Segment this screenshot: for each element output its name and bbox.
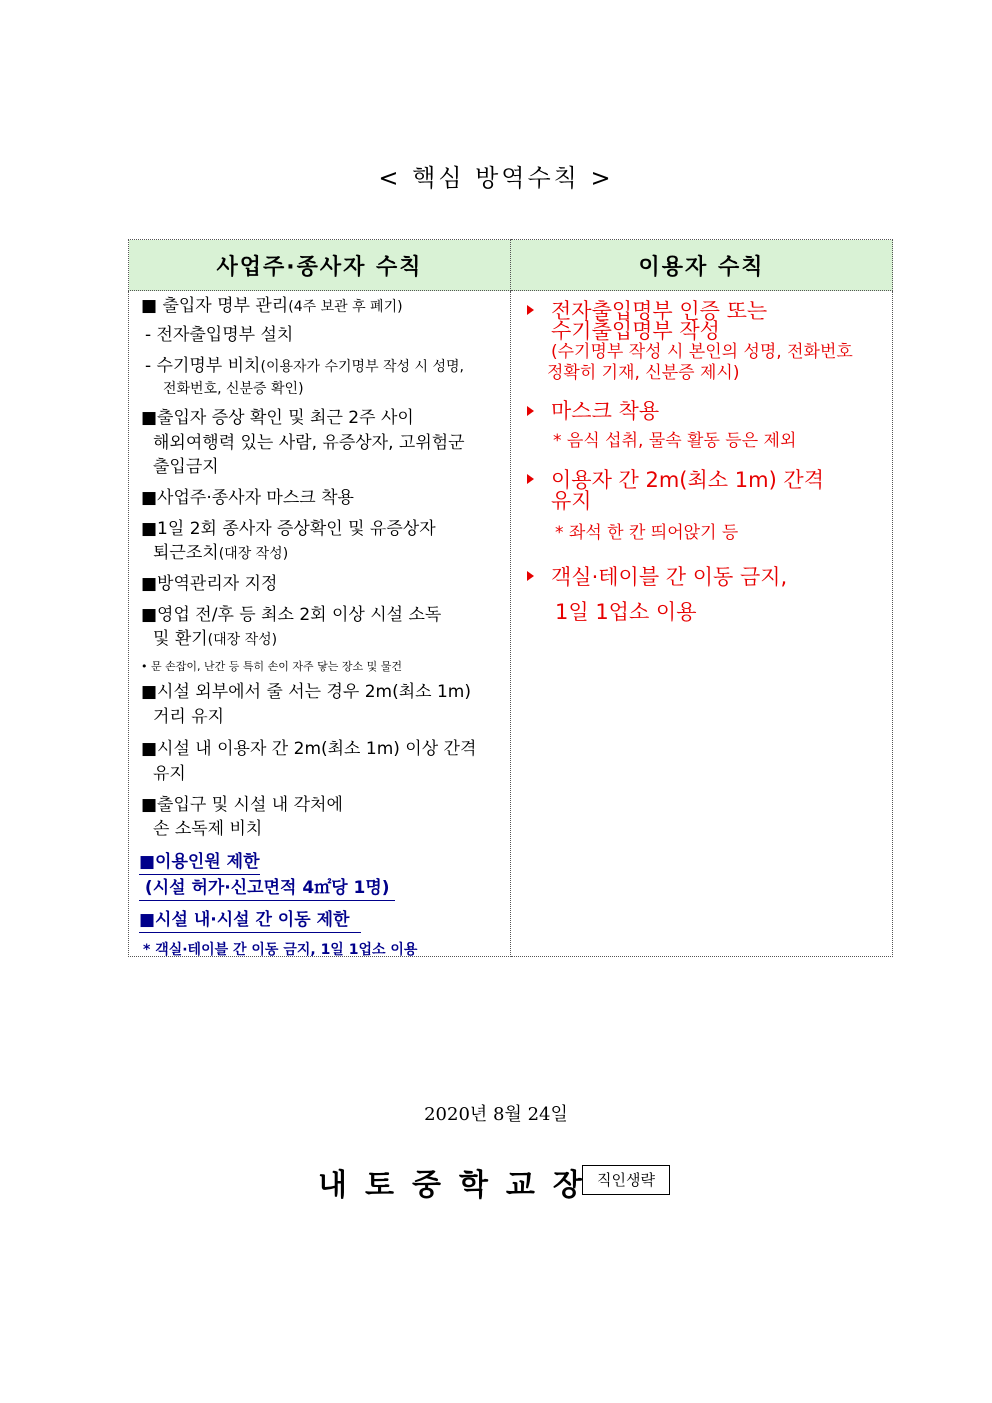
user-rule-visitor-log: 전자출입명부 인증 또는: [551, 299, 768, 323]
official-seal-omitted: 직인생략: [582, 1165, 670, 1195]
header-user-rules: 이용자 수칙: [511, 240, 893, 291]
red-triangle-bullet-icon: [527, 406, 534, 416]
operator-rules-cell: [129, 291, 511, 957]
red-triangle-bullet-icon: [527, 571, 534, 581]
operator-rule-symptom-check-end: 출입금지: [153, 457, 219, 477]
operator-rule-manager: ■방역관리자 지정: [141, 574, 278, 594]
user-rule-visitor-log-note-cont: 정확히 기재, 신분증 제시): [547, 363, 740, 383]
operator-rule-electronic-log: - 전자출입명부 설치: [145, 325, 294, 345]
operator-rule-movement: ■시설 내·시설 간 이동 제한: [139, 909, 361, 931]
red-triangle-bullet-icon: [527, 474, 534, 484]
operator-rule-disinfect-cont: 및 환기(대장 작성): [153, 629, 278, 649]
operator-rule-disinfect: ■영업 전/후 등 최소 2회 이상 시설 소독: [141, 605, 442, 625]
user-rule-distance-note: * 좌석 한 칸 띄어앉기 등: [555, 523, 739, 543]
user-rule-visitor-log-cont: 수기출입명부 작성: [551, 319, 720, 343]
operator-rule-distance-cont: 유지: [153, 764, 186, 784]
page-title: < 핵심 방역수칙 >: [378, 164, 614, 192]
operator-rule-disinfect-note: • 문 손잡이, 난간 등 특히 손이 자주 닿는 장소 및 물건: [141, 660, 402, 673]
operator-rule-visitor-log: ■ 출입자 명부 관리(4주 보관 후 폐기): [141, 296, 403, 316]
operator-rule-symptom-check: ■출입자 증상 확인 및 최근 2주 사이: [141, 408, 414, 428]
user-rule-movement: 객실·테이블 간 이동 금지,: [551, 565, 788, 589]
rules-table: [128, 239, 893, 957]
operator-rule-capacity: ■이용인원 제한: [139, 851, 260, 873]
operator-rule-distance: ■시설 내 이용자 간 2m(최소 1m) 이상 간격: [141, 739, 477, 759]
user-rule-movement-cont: 1일 1업소 이용: [555, 600, 697, 624]
operator-rule-handwritten-log-cont: 전화번호, 신분증 확인): [163, 381, 304, 397]
operator-rule-symptom-check-cont: 해외여행력 있는 사람, 유증상자, 고위험군: [153, 433, 465, 453]
red-triangle-bullet-icon: [527, 305, 534, 315]
user-rule-distance-cont: 유지: [551, 489, 592, 513]
operator-rule-queue: ■시설 외부에서 줄 서는 경우 2m(최소 1m): [141, 682, 471, 702]
user-rules-cell: [511, 291, 893, 957]
operator-rule-staff-check: ■1일 2회 종사자 증상확인 및 유증상자: [141, 519, 436, 539]
document-date: 2020년 8월 24일: [424, 1104, 568, 1125]
operator-rule-queue-cont: 거리 유지: [153, 707, 225, 727]
operator-rule-staff-check-cont: 퇴근조치(대장 작성): [153, 543, 289, 563]
user-rule-visitor-log-note: (수기명부 작성 시 본인의 성명, 전화번호: [551, 342, 853, 362]
operator-rule-sanitizer: ■출입구 및 시설 내 각처에: [141, 795, 343, 815]
user-rule-distance: 이용자 간 2m(최소 1m) 간격: [551, 468, 825, 492]
principal-signature: 내토중학교장: [318, 1168, 600, 1203]
operator-rule-movement-note: * 객실·테이블 간 이동 금지, 1일 1업소 이용: [143, 942, 418, 958]
header-operator-rules: 사업주·종사자 수칙: [129, 240, 511, 291]
user-rule-mask-note: * 음식 섭취, 물속 활동 등은 제외: [553, 431, 797, 451]
operator-rule-capacity-cont: (시설 허가·신고면적 4㎡당 1명): [139, 877, 395, 899]
operator-rule-handwritten-log: - 수기명부 비치(이용자가 수기명부 작성 시 성명,: [145, 356, 465, 376]
operator-rule-mask: ■사업주·종사자 마스크 착용: [141, 488, 354, 508]
operator-rule-sanitizer-cont: 손 소독제 비치: [153, 819, 263, 839]
user-rule-mask: 마스크 착용: [551, 399, 660, 423]
